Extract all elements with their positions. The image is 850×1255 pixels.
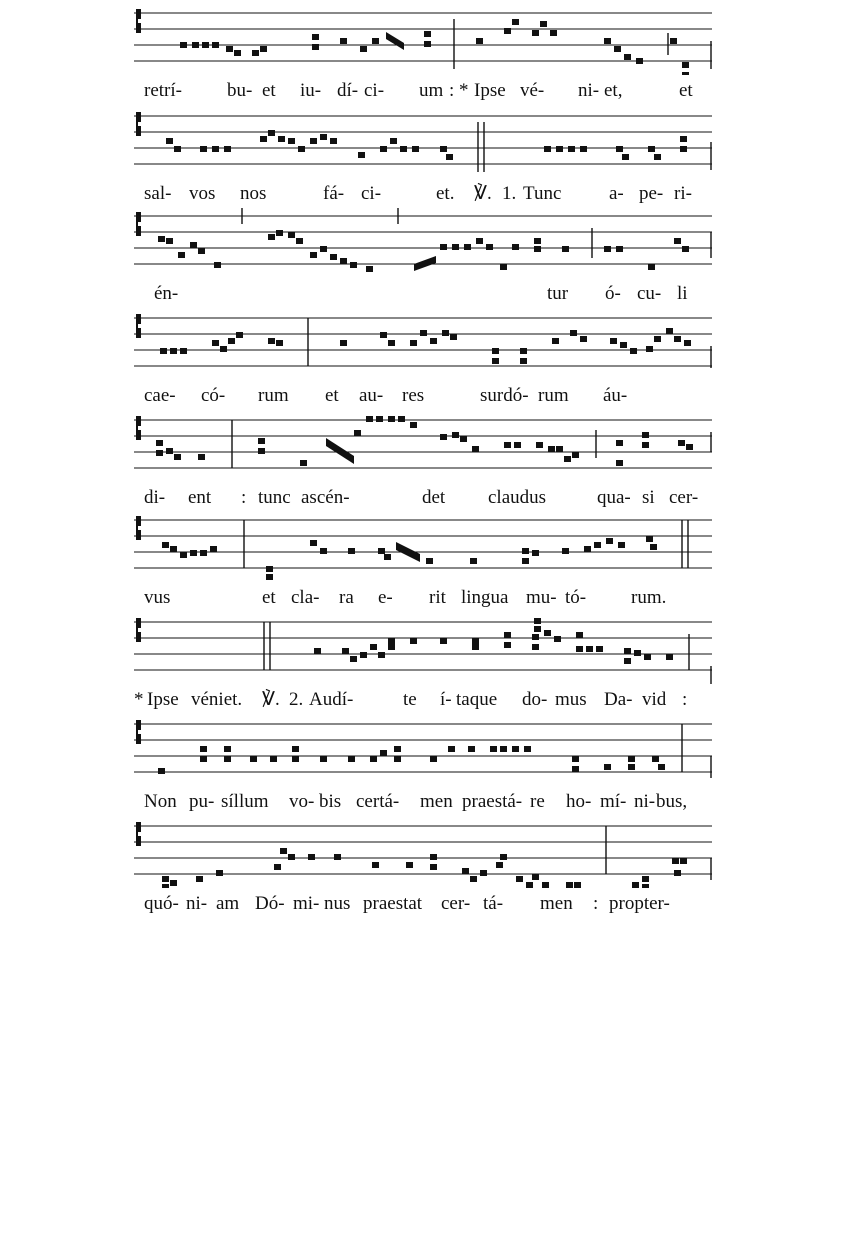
c-clef (136, 618, 141, 642)
syllable: mu- (526, 587, 557, 608)
syllable: do- (522, 689, 548, 710)
syllable: lingua (461, 587, 509, 608)
syllable: Tunc (523, 183, 562, 204)
syllable: sal- (144, 183, 172, 204)
syllable: bis (319, 791, 342, 812)
syllable: pu- (189, 791, 215, 812)
syllable: vé- (520, 80, 545, 101)
syllable: Non (144, 791, 177, 812)
syllable: mi- (293, 893, 320, 914)
syllable: bus, (656, 791, 688, 812)
staff-7 (134, 614, 712, 684)
chant-system-8 (134, 716, 712, 816)
syllable: Ipse (474, 80, 506, 101)
syllable: 2. (289, 689, 304, 710)
syllable: ent (188, 487, 212, 508)
syllable: qua- (597, 487, 631, 508)
syllable: ℣. (262, 689, 280, 710)
c-clef (136, 314, 141, 338)
syllable: Ipse (147, 689, 179, 710)
syllable: bu- (227, 80, 253, 101)
neumes-8 (158, 746, 665, 774)
syllable: Audí- (309, 689, 354, 710)
neumes-5 (156, 416, 693, 466)
syllable: ℣. (474, 183, 492, 204)
lyric-line-8 (134, 789, 712, 815)
syllable: véniet. (191, 689, 243, 710)
syllable: claudus (488, 487, 547, 508)
syllable: : (241, 487, 247, 508)
staff-5 (134, 412, 712, 482)
syllable: : (682, 689, 688, 710)
syllable: cla- (291, 587, 320, 608)
syllable: * (134, 689, 144, 710)
syllable: : (449, 80, 455, 101)
staff-2 (134, 108, 712, 178)
syllable: nos (240, 183, 267, 204)
syllable: praestat (363, 893, 423, 914)
syllable: et (262, 587, 276, 608)
c-clef (136, 822, 141, 846)
syllable: ni- (634, 791, 656, 812)
neumes-6 (162, 536, 657, 580)
syllable: um (419, 80, 444, 101)
staff-8 (134, 716, 712, 786)
syllable: di- (144, 487, 166, 508)
syllable: tunc (258, 487, 291, 508)
c-clef (136, 516, 141, 540)
syllable: rum. (631, 587, 667, 608)
chant-system-5 (134, 412, 712, 512)
syllable: et (325, 385, 339, 406)
syllable: ni- (578, 80, 600, 101)
syllable: én- (154, 283, 179, 304)
syllable: quó- (144, 893, 179, 914)
staff-6 (134, 512, 712, 582)
syllable: mí- (600, 791, 627, 812)
syllable: et (262, 80, 276, 101)
syllable: li (677, 283, 688, 304)
syllable: si (642, 487, 655, 508)
syllable: retrí- (144, 80, 182, 101)
syllable: iu- (300, 80, 322, 101)
syllable: síllum (221, 791, 269, 812)
neumes-7 (314, 618, 673, 664)
chant-system-2 (134, 108, 712, 208)
syllable: propter- (609, 893, 670, 914)
syllable: ho- (566, 791, 592, 812)
syllable: í- (440, 689, 452, 710)
chant-system-1 (134, 5, 712, 105)
syllable: det (422, 487, 446, 508)
c-clef (136, 416, 141, 440)
c-clef (136, 212, 141, 236)
syllable: fá- (323, 183, 345, 204)
chant-system-7 (134, 614, 712, 714)
lyric-line-9 (134, 891, 712, 917)
syllable: cu- (637, 283, 662, 304)
syllable: có- (201, 385, 226, 406)
syllable: Dó- (255, 893, 285, 914)
staff-9 (134, 818, 712, 888)
syllable: te (403, 689, 417, 710)
lyric-line-4 (134, 383, 712, 409)
syllable: dí- (337, 80, 359, 101)
syllable: tó- (565, 587, 587, 608)
lyric-line-6 (134, 585, 712, 611)
syllable: res (402, 385, 425, 406)
syllable: et (679, 80, 693, 101)
syllable: cer- (669, 487, 699, 508)
syllable: 1. (502, 183, 517, 204)
staff-4 (134, 310, 712, 380)
syllable: am (216, 893, 240, 914)
chant-system-3 (134, 208, 712, 308)
syllable: rit (429, 587, 446, 608)
syllable: ni- (186, 893, 208, 914)
syllable: surdó- (480, 385, 529, 406)
c-clef (136, 9, 141, 33)
syllable: cae- (144, 385, 176, 406)
syllable: taque (456, 689, 498, 710)
syllable: vo- (289, 791, 315, 812)
chant-system-4 (134, 310, 712, 410)
syllable: tá- (483, 893, 504, 914)
syllable: vid (642, 689, 667, 710)
syllable: vus (144, 587, 171, 608)
syllable: au- (359, 385, 384, 406)
syllable: ó- (605, 283, 621, 304)
lyric-line-5 (134, 485, 712, 511)
syllable: men (420, 791, 453, 812)
syllable: et, (604, 80, 623, 101)
syllable: e- (378, 587, 393, 608)
neumes-3 (158, 230, 689, 272)
syllable: ri- (674, 183, 692, 204)
neumes-1 (180, 19, 689, 75)
syllable: vos (189, 183, 216, 204)
syllable: praestá- (462, 791, 523, 812)
c-clef (136, 112, 141, 136)
syllable: * (459, 80, 469, 101)
chant-system-9 (134, 818, 712, 918)
syllable: a- (609, 183, 624, 204)
syllable: pe- (639, 183, 664, 204)
staff-3 (134, 208, 712, 278)
lyric-line-3 (134, 281, 712, 307)
syllable: nus (324, 893, 351, 914)
syllable: rum (258, 385, 289, 406)
syllable: ci- (361, 183, 382, 204)
syllable: mus (555, 689, 587, 710)
syllable: rum (538, 385, 569, 406)
syllable: certá- (356, 791, 400, 812)
chant-system-6 (134, 512, 712, 612)
syllable: men (540, 893, 573, 914)
lyric-line-2 (134, 181, 712, 207)
syllable: áu- (603, 385, 628, 406)
syllable: tur (547, 283, 569, 304)
neumes-4 (160, 328, 691, 364)
neumes-2 (166, 130, 687, 160)
lyric-line-7 (134, 687, 712, 713)
syllable: ci- (364, 80, 385, 101)
syllable: ra (339, 587, 354, 608)
staff-1 (134, 5, 712, 75)
syllable: cer- (441, 893, 471, 914)
c-clef (136, 720, 141, 744)
syllable: re (530, 791, 545, 812)
syllable: et. (436, 183, 455, 204)
lyric-line-1 (134, 78, 712, 104)
syllable: Da- (604, 689, 633, 710)
neumes-9 (162, 848, 687, 888)
syllable: ascén- (301, 487, 350, 508)
syllable: : (593, 893, 599, 914)
